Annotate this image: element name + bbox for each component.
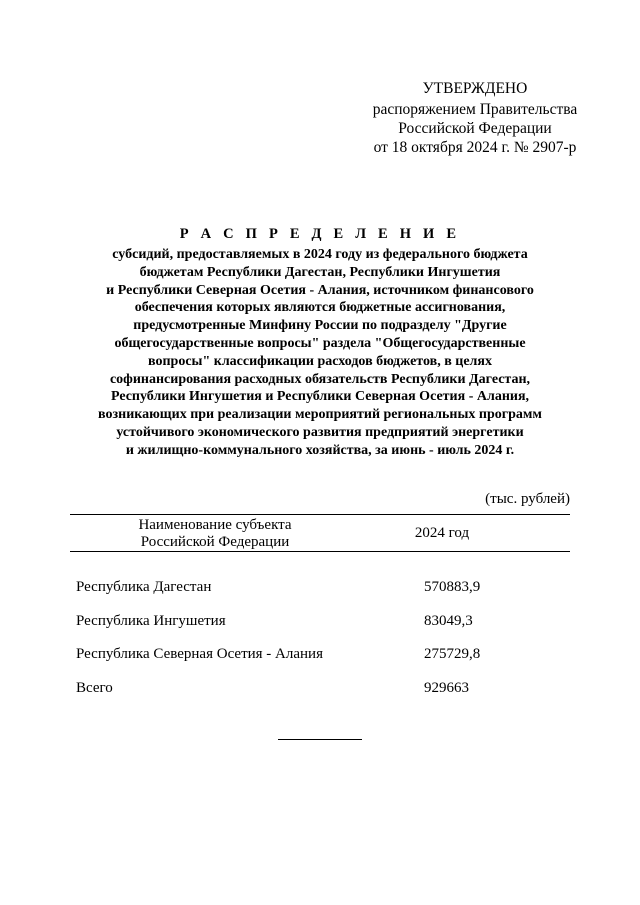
document-subtitle (60, 246, 580, 460)
units-label: (тыс. рублей) (485, 491, 570, 507)
table-body (70, 552, 570, 705)
document-title: Р А С П Р Е Д Е Л Е Н И Е (179, 226, 461, 242)
row-amount: 83049,3 (424, 612, 473, 629)
subtitle-line: предусмотренные Минфину России по подразделу "Другие (133, 318, 507, 334)
approval-heading: УТВЕРЖДЕНО (422, 80, 528, 97)
column-header-year: 2024 год (414, 524, 470, 541)
subtitle-line: субсидий, предоставляемых в 2024 году из федерального бюджета (112, 247, 528, 262)
row-amount: 929663 (424, 679, 469, 696)
approval-line-2: Российской Федерации (398, 120, 552, 137)
subtitle-line: Республики Ингушетия и Республики Северная Осетия - Алания, (110, 389, 530, 405)
row-subject-name: Республика Северная Осетия - Алания (76, 646, 323, 663)
column-header-subject-line-1: Наименование субъекта (138, 517, 292, 533)
row-amount: 570883,9 (424, 579, 481, 596)
row-subject-name: Республика Дагестан (76, 579, 212, 596)
subtitle-line: софинансирования расходных обязательств Республики Дагестан, (109, 371, 531, 387)
row-subject-name: Республика Ингушетия (76, 612, 226, 629)
table-row-total (70, 672, 570, 706)
row-subject-name: Всего (76, 679, 113, 696)
closing-divider (278, 739, 362, 740)
approval-line-3: от 18 октября 2024 г. № 2907-р (373, 139, 577, 156)
row-amount: 275729,8 (424, 646, 481, 663)
table-row (70, 638, 570, 672)
subtitle-line: бюджетам Республики Дагестан, Республики Ингушетия (139, 264, 501, 280)
subtitle-line: и жилищно-коммунального хозяйства, за июнь - июль 2024 г. (125, 442, 515, 458)
table-row (70, 571, 570, 605)
subtitle-line: устойчивого экономического развития предприятий энергетики (116, 424, 524, 440)
subtitle-line: общегосударственные вопросы" раздела "Общегосударственные (114, 335, 526, 351)
subtitle-line: и Республики Северная Осетия - Алания, источником финансового (106, 282, 534, 298)
column-header-subject (70, 515, 360, 551)
approval-block (340, 79, 610, 157)
column-header-subject-line-2: Российской Федерации (140, 534, 290, 550)
approval-line-1: распоряжением Правительства (372, 101, 578, 118)
subtitle-line: вопросы" классификации расходов бюджетов, в целях (148, 353, 492, 369)
table-row (70, 605, 570, 639)
distribution-table (70, 514, 570, 705)
table-header (70, 515, 570, 552)
subtitle-line: обеспечения которых являются бюджетные ассигнования, (134, 300, 506, 316)
subtitle-line: возникающих при реализации мероприятий региональных программ (98, 407, 542, 423)
